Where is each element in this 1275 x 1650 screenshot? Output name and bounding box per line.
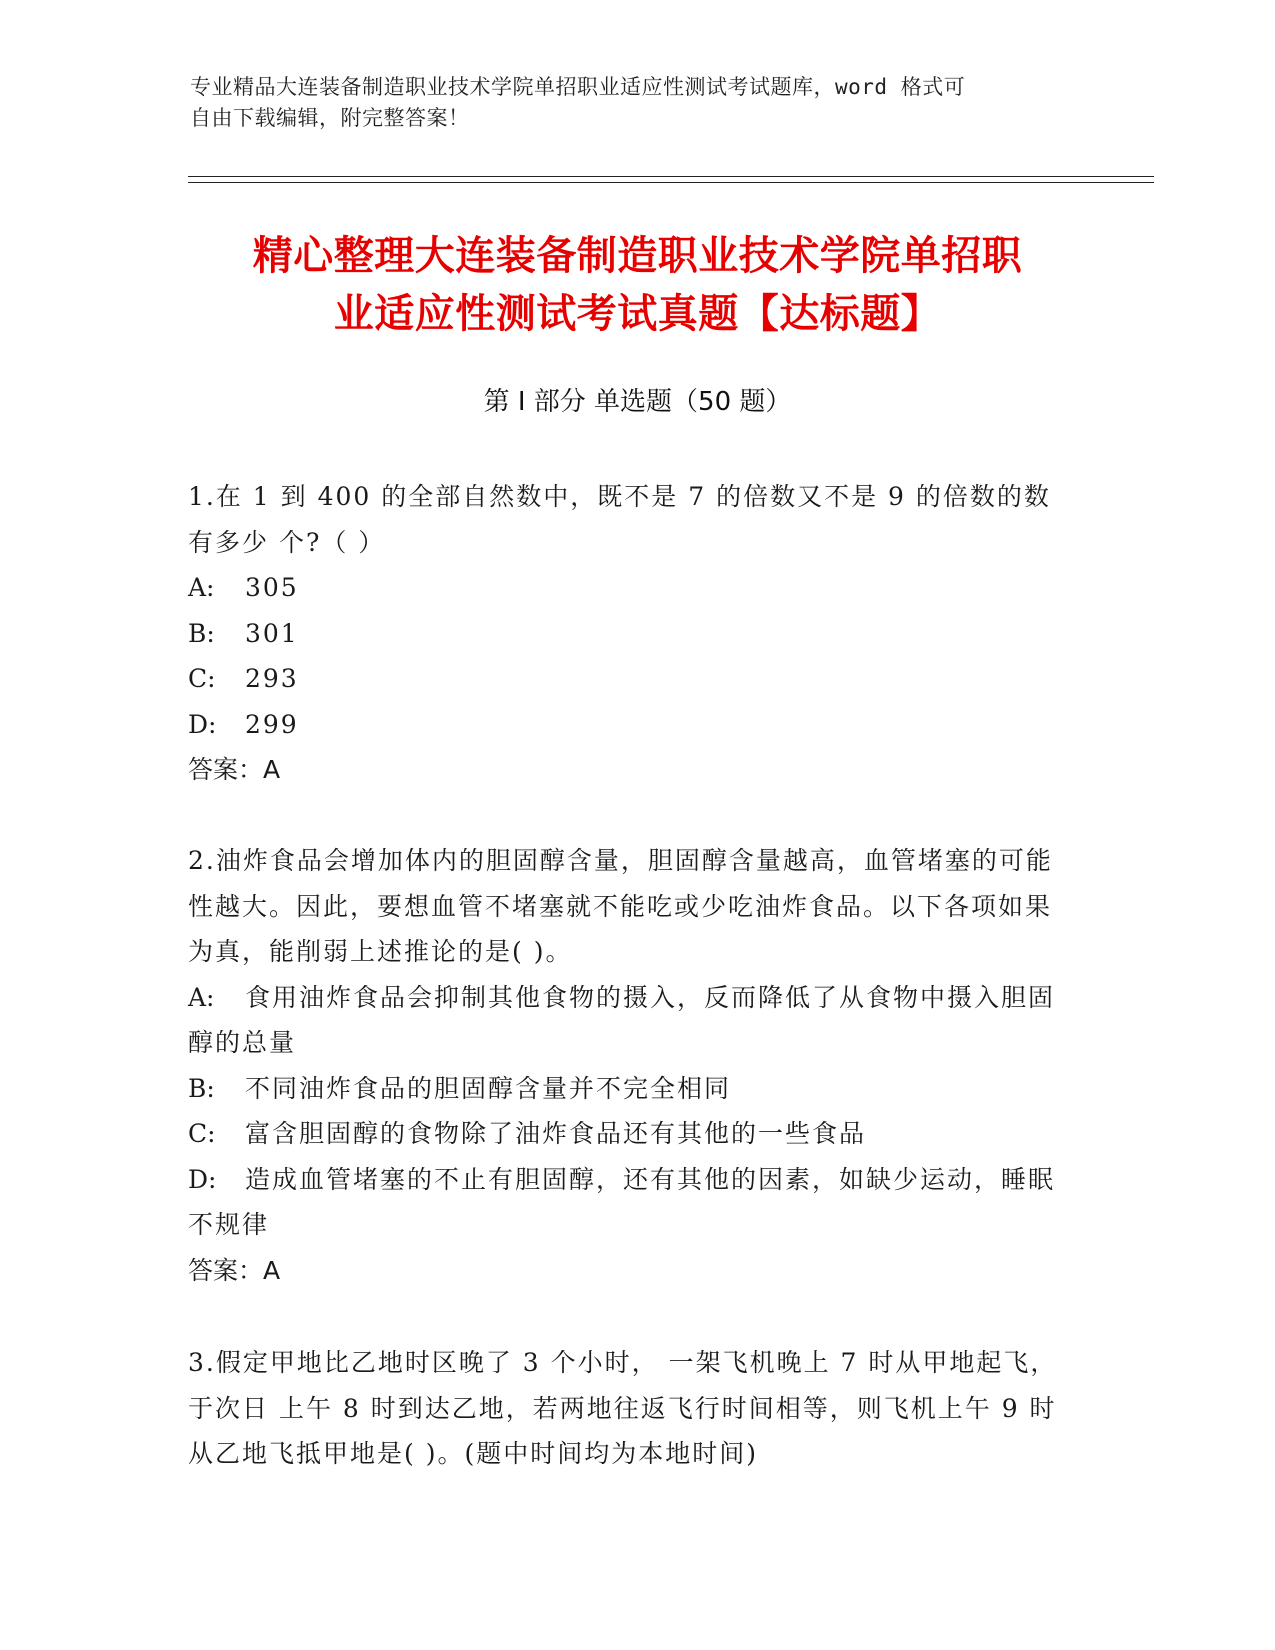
option-text: 305 bbox=[245, 573, 299, 602]
document-title-line-1: 精心整理大连装备制造职业技术学院单招职 bbox=[252, 233, 1023, 279]
option-b bbox=[188, 611, 1068, 657]
option-text: 301 bbox=[245, 618, 299, 648]
question-stem: 3.假定甲地比乙地时区晚了 3 个小时， 一架飞机晚上 7 时从甲地起飞，于次日 上午 8 时到达乙地，若两地往返飞行时间相等，则飞机上午 9 时从乙地飞抵甲地是( )。(题中时间均为本地时间) bbox=[188, 1348, 1058, 1468]
option-text: 不同油炸食品的胆固醇含量并不完全相同 bbox=[245, 1073, 732, 1103]
header-note-line-2: 自由下载编辑，附完整答案！ bbox=[190, 106, 470, 130]
option-d bbox=[188, 702, 1068, 748]
header-divider-bottom bbox=[188, 182, 1154, 183]
question-3 bbox=[188, 1340, 1068, 1477]
option-b bbox=[188, 1066, 1068, 1112]
answer-line: 答案：A bbox=[188, 755, 281, 784]
option-letter: A: bbox=[188, 573, 215, 602]
option-a bbox=[188, 565, 1068, 611]
document-title bbox=[150, 227, 1125, 343]
option-text: 富含胆固醇的食物除了油炸食品还有其他的一些食品 bbox=[245, 1119, 867, 1148]
option-c bbox=[188, 656, 1068, 702]
option-letter: C: bbox=[188, 1119, 216, 1148]
option-d bbox=[188, 1157, 1068, 1248]
section-heading: 第 I 部分 单选题（50 题） bbox=[483, 387, 792, 417]
option-letter: B: bbox=[188, 618, 215, 648]
option-letter: D: bbox=[188, 709, 217, 739]
document-title-line-2: 业适应性测试考试真题【达标题】 bbox=[333, 291, 942, 337]
question-1 bbox=[188, 474, 1068, 793]
option-letter: C: bbox=[188, 664, 216, 693]
option-letter: A: bbox=[188, 982, 215, 1012]
option-text: 食用油炸食品会抑制其他食物的摄入，反而降低了从食物中摄入胆固醇的总量 bbox=[188, 982, 1056, 1057]
option-text: 造成血管堵塞的不止有胆固醇，还有其他的因素，如缺少运动，睡眠不规律 bbox=[188, 1164, 1056, 1239]
question-2 bbox=[188, 838, 1068, 1293]
answer-line: 答案：A bbox=[188, 1255, 281, 1285]
question-stem: 1.在 1 到 400 的全部自然数中，既不是 7 的倍数又不是 9 的倍数的数有多少 个?（ ） bbox=[188, 482, 1051, 557]
question-stem: 2.油炸食品会增加体内的胆固醇含量，胆固醇含量越高，血管堵塞的可能性越大。因此，要想血管不堵塞就不能吃或少吃油炸食品。以下各项如果为真，能削弱上述推论的是( )。 bbox=[188, 846, 1053, 966]
option-letter: D: bbox=[188, 1164, 217, 1194]
option-letter: B: bbox=[188, 1073, 215, 1103]
option-c bbox=[188, 1111, 1068, 1157]
header-note-line-1: 专业精品大连装备制造职业技术学院单招职业适应性测试考试题库，word 格式可 bbox=[190, 75, 966, 99]
header-note bbox=[190, 72, 1090, 134]
option-text: 299 bbox=[245, 709, 299, 739]
header-divider-top bbox=[188, 176, 1154, 177]
option-a bbox=[188, 975, 1068, 1066]
option-text: 293 bbox=[245, 664, 299, 693]
